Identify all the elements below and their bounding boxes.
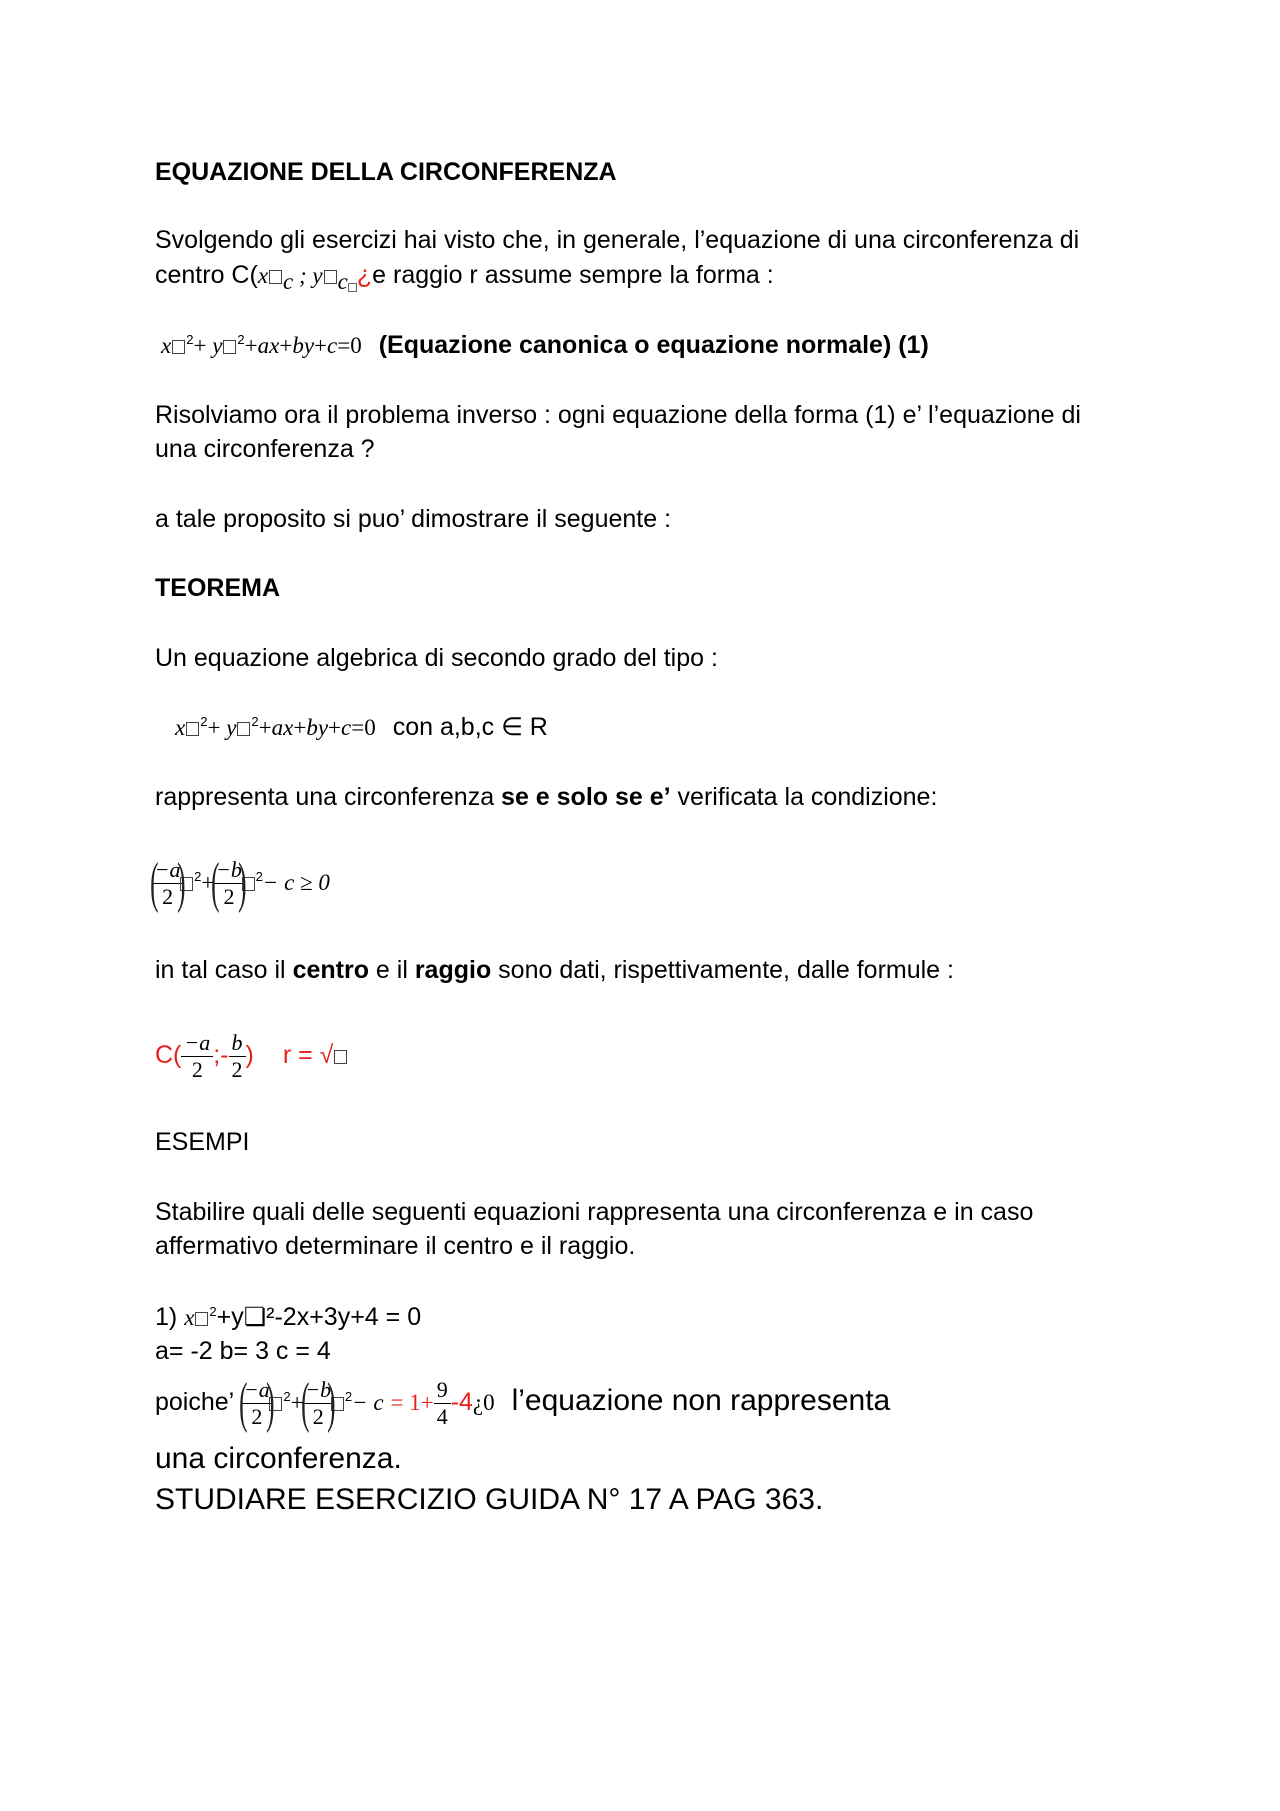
general-equation: x $^2$+ y $^2$+ax+by+c=0 con a,b,c ∈ R	[175, 713, 548, 741]
canonical-equation: x $^2$+ y $^2$+ax+by+c=0 (Equazione canonica o equazione normale) (1)	[161, 331, 929, 359]
center-formula: C( $\frac{-a}{2}$ ;- $\frac{b}{2}$ )	[155, 1029, 254, 1082]
examples-text-2: affermativo determinare il centro e il raggio.	[155, 1232, 636, 1260]
page-title: EQUAZIONE DELLA CIRCONFERENZA	[155, 158, 617, 186]
question-line-1: Risolviamo ora il problema inverso : ogni equazione della forma (1) e’ l’equazione di	[155, 401, 1081, 429]
examples-heading: ESEMPI	[155, 1128, 250, 1156]
theorem-text: Un equazione algebrica di secondo grado del tipo :	[155, 644, 718, 672]
intro-line-2: centro C(x $_c$ ; y $_c$ ¿e raggio r assume sempre la forma :	[155, 261, 774, 294]
real-condition: con a,b,c ∈ R	[392, 713, 548, 741]
study-note: STUDIARE ESERCIZIO GUIDA N° 17 A PAG 363.	[155, 1483, 824, 1516]
canonical-label: (Equazione canonica o equazione normale) (1)	[378, 331, 929, 359]
condition-text: rappresenta una circonferenza se e solo se e’ verificata la condizione:	[155, 783, 938, 811]
example-1-check: poiche’ ( $\frac{-a}{2}$ ) $^2$+( $\frac{-b}{2}$ ) $^2$− c = 1+ $\frac{9}{4}$ -4¿0 l’equazione non rappresenta	[155, 1372, 891, 1435]
theorem-heading: TEOREMA	[155, 574, 280, 602]
radius-formula: r = √	[283, 1041, 349, 1069]
question-line-2: una circonferenza ?	[155, 435, 375, 463]
example-1-coefficients: a= -2 b= 3 c = 4	[155, 1337, 331, 1365]
examples-text-1: Stabilire quali delle seguenti equazioni rappresenta una circonferenza e in caso	[155, 1198, 1034, 1226]
lead-in: a tale proposito si puo’ dimostrare il seguente :	[155, 505, 672, 533]
circle-condition-formula: ( $\frac{-a}{2}$ ) $^2$+( $\frac{-b}{2}$ ) $^2$− c ≥ 0	[150, 852, 330, 915]
example-1-conclusion: una circonferenza.	[155, 1442, 402, 1475]
center-radius-formulas	[155, 1025, 348, 1085]
formulas-intro: in tal caso il centro e il raggio sono dati, rispettivamente, dalle formule :	[155, 956, 954, 984]
intro-line-1: Svolgendo gli esercizi hai visto che, in generale, l’equazione di una circonferenza di	[155, 226, 1080, 254]
example-1-equation: 1) x $^2$+y❏²-2x+3y+4 = 0	[155, 1303, 422, 1331]
